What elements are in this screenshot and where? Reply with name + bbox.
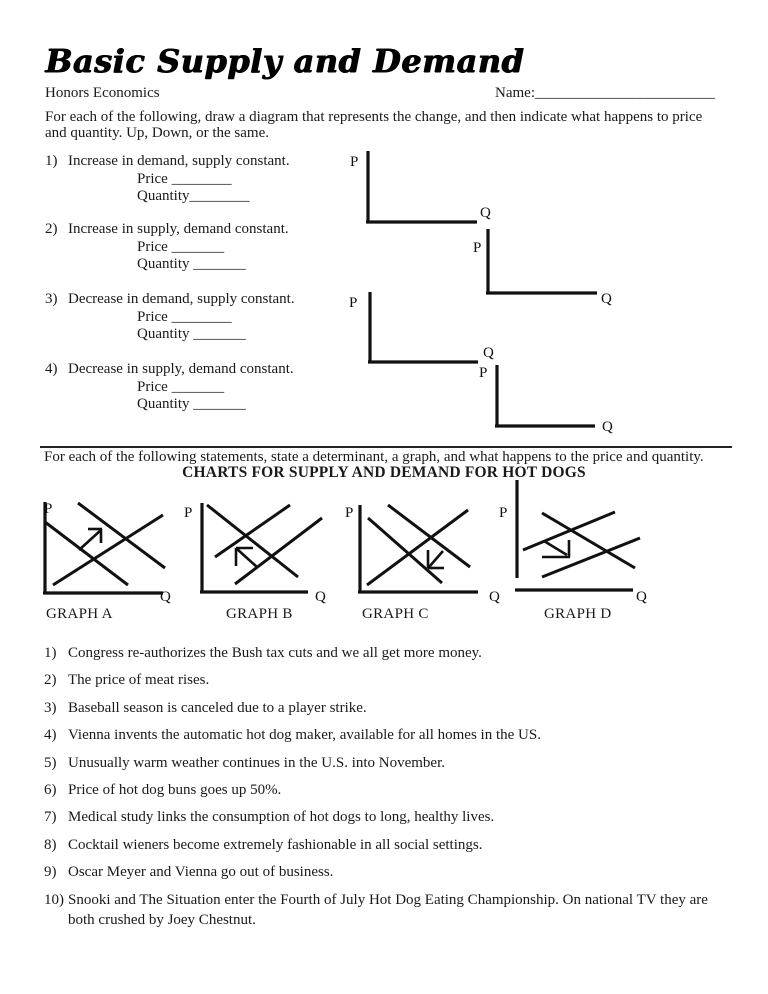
statement-number: 8) — [44, 837, 57, 853]
question-text: Increase in demand, supply constant. — [68, 153, 290, 169]
statement-7 — [44, 807, 734, 827]
quantity-blank: _______ — [193, 256, 246, 272]
axis4-p-label: P — [479, 365, 488, 381]
graph-a-label: GRAPH A — [46, 606, 113, 622]
supply-demand-charts — [38, 478, 663, 608]
graph-c-shift-arrow-down-left — [428, 550, 444, 568]
graph-b-q-label: Q — [315, 589, 326, 605]
statement-text-line2: both crushed by Joey Chestnut. — [68, 912, 256, 928]
statement-text: Oscar Meyer and Vienna go out of business. — [68, 864, 334, 880]
question-text: Increase in supply, demand constant. — [68, 221, 289, 237]
quantity-label: Quantity — [137, 256, 190, 272]
statement-number: 6) — [44, 782, 57, 798]
statement-text: Price of hot dog buns goes up 50%. — [68, 782, 282, 798]
question-number: 4) — [45, 361, 58, 377]
statement-number: 4) — [44, 727, 57, 743]
question-4 — [45, 361, 365, 414]
question-number: 1) — [45, 153, 58, 169]
axis2-p-label: P — [473, 240, 482, 256]
statement-text: The price of meat rises. — [68, 672, 210, 688]
course-label: Honors Economics — [45, 85, 160, 101]
statement-2 — [44, 670, 734, 690]
price-label: Price — [137, 378, 168, 395]
page-title: Basic Supply and Demand — [45, 42, 524, 80]
statement-number: 10) — [44, 892, 64, 908]
quantity-label: Quantity — [137, 188, 190, 204]
statement-number: 5) — [44, 755, 57, 771]
statement-text: Cocktail wieners become extremely fashionable in all social settings. — [68, 837, 483, 853]
question-text: Decrease in demand, supply constant. — [68, 291, 295, 307]
graph-c-demand-curve-new — [368, 518, 442, 583]
name-label: Name: — [495, 85, 535, 101]
statement-text: Medical study links the consumption of hot dogs to long, healthy lives. — [68, 809, 495, 825]
section-divider — [40, 446, 732, 448]
blank-axes-diagrams — [340, 145, 640, 437]
quantity-label: Quantity — [137, 326, 190, 342]
question-text: Decrease in supply, demand constant. — [68, 361, 294, 377]
axis4-q-label: Q — [602, 419, 613, 435]
statement-number: 3) — [44, 700, 57, 716]
price-label: Price — [137, 308, 168, 325]
question-number: 2) — [45, 221, 58, 237]
name-field — [495, 85, 715, 102]
price-label: Price — [137, 170, 168, 187]
question-3 — [45, 291, 365, 344]
statement-number: 7) — [44, 809, 57, 825]
axis3-p-label: P — [349, 295, 358, 311]
graph-c-supply-curve — [367, 510, 468, 585]
price-blank: _______ — [171, 238, 225, 255]
axis1-p-label: P — [350, 154, 359, 170]
axis2-q-label: Q — [601, 291, 612, 307]
graph-c-q-label: Q — [489, 589, 500, 605]
instructions-1: For each of the following, draw a diagram that represents the change, and then indicate what happens to price and quantity. Up, Down, or the same. — [45, 109, 703, 141]
quantity-blank: _______ — [193, 326, 246, 342]
axis1-q-label: Q — [480, 205, 491, 221]
quantity-blank: _______ — [193, 396, 246, 412]
name-blank-line: ________________________ — [535, 85, 715, 101]
statement-9 — [44, 862, 734, 882]
question-2 — [45, 221, 365, 274]
graph-d-label: GRAPH D — [544, 606, 612, 622]
statement-text: Unusually warm weather continues in the U.S. into November. — [68, 755, 446, 771]
price-blank: ________ — [171, 308, 232, 325]
graph-d-shift-arrow-down-right — [542, 540, 570, 557]
graph-b-supply-curve-old — [235, 518, 322, 584]
graph-d-q-label: Q — [636, 589, 647, 605]
graph-d-p-label: P — [499, 505, 508, 521]
statement-6 — [44, 780, 734, 800]
statement-text: Congress re-authorizes the Bush tax cuts and we all get more money. — [68, 645, 482, 661]
statement-4 — [44, 725, 734, 745]
statement-10 — [44, 890, 734, 930]
statement-5 — [44, 753, 734, 773]
price-label: Price — [137, 238, 168, 255]
statement-number: 2) — [44, 672, 57, 688]
quantity-label: Quantity — [137, 396, 190, 412]
statement-1 — [44, 643, 734, 663]
quantity-blank: ________ — [189, 188, 250, 204]
instructions-2: For each of the following statements, state a determinant, a graph, and what happens to the price and quantity. — [44, 449, 704, 465]
graph-a-shift-arrow-up-right — [79, 529, 102, 550]
statement-text: Vienna invents the automatic hot dog maker, available for all homes in the US. — [68, 727, 541, 743]
question-number: 3) — [45, 291, 58, 307]
graph-a-p-label: P — [44, 501, 53, 517]
statement-text: Baseball season is canceled due to a player strike. — [68, 700, 367, 716]
charts-heading: CHARTS FOR SUPPLY AND DEMAND FOR HOT DOGS — [182, 464, 586, 481]
statement-8 — [44, 835, 734, 855]
header-meta-row — [45, 85, 715, 102]
graph-c-label: GRAPH C — [362, 606, 429, 622]
price-blank: ________ — [171, 170, 232, 187]
graph-b-demand-curve — [207, 505, 298, 577]
price-blank: _______ — [171, 378, 225, 395]
axis3-q-label: Q — [483, 345, 494, 361]
graph-b-shift-arrow-up-left — [236, 548, 257, 567]
graph-b-p-label: P — [184, 505, 193, 521]
statement-text: Snooki and The Situation enter the Fourth of July Hot Dog Eating Championship. On national TV they are both crushed by Joey Chestnut. — [68, 892, 708, 928]
statement-3 — [44, 698, 734, 718]
statement-number: 1) — [44, 645, 57, 661]
question-1 — [45, 153, 365, 206]
graph-b-label: GRAPH B — [226, 606, 293, 622]
graph-c-p-label: P — [345, 505, 354, 521]
statement-number: 9) — [44, 864, 57, 880]
graph-a-q-label: Q — [160, 589, 171, 605]
